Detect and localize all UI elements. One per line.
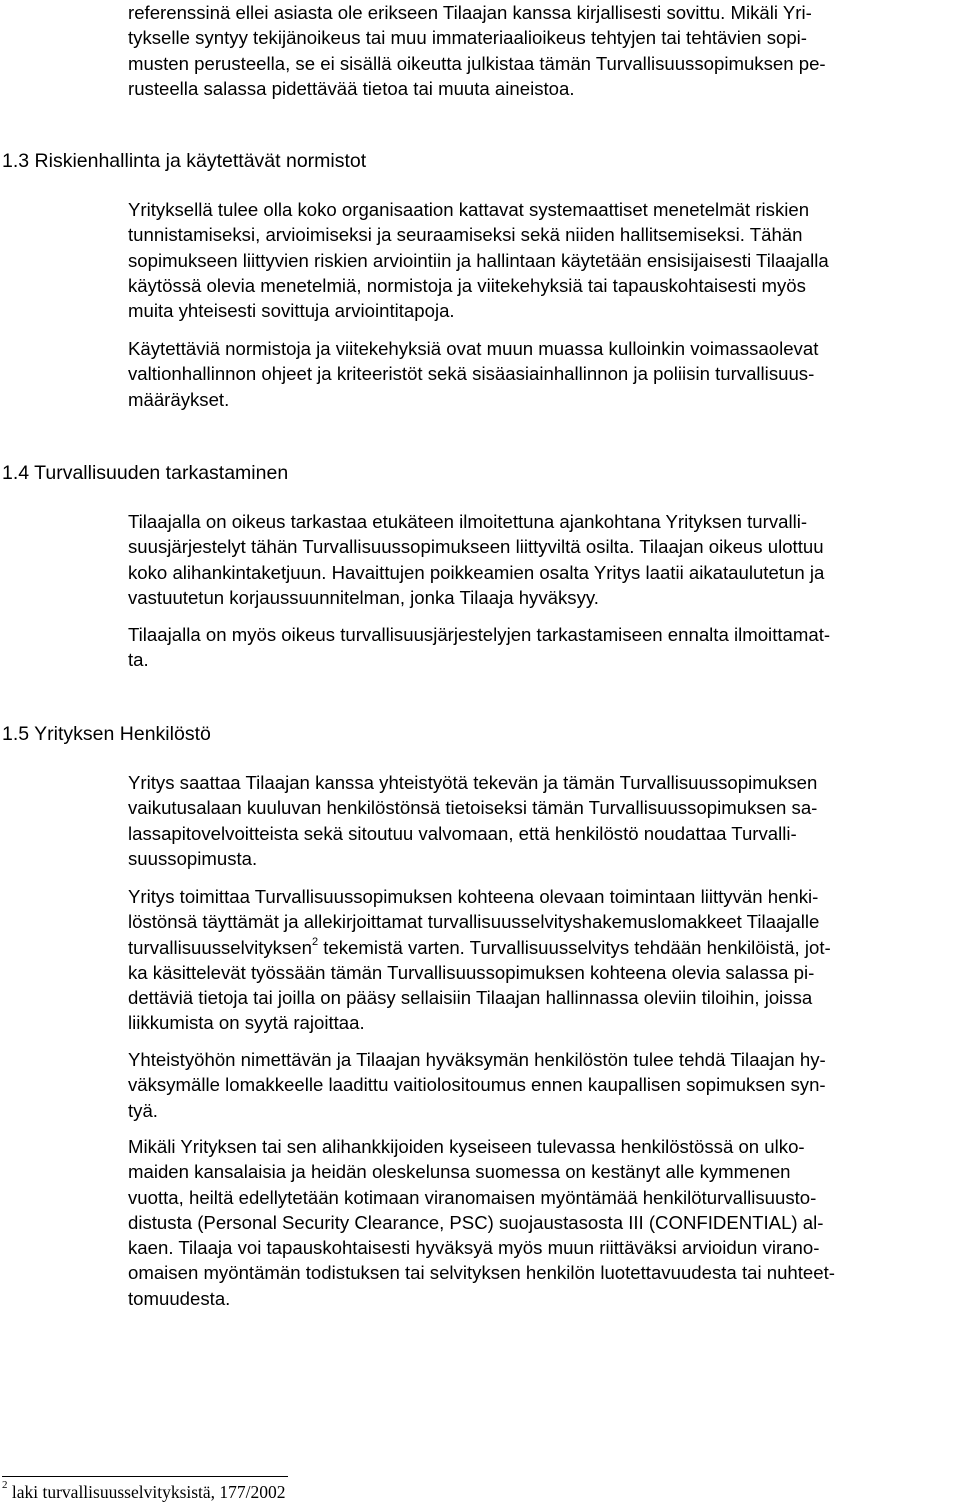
text-line: omaisen myöntämän todistuksen tai selvityksen henkilön luotettavuudesta tai nuhteet- — [128, 1262, 835, 1284]
text-line: vuotta, heiltä edellytetään kotimaan viranomaisen myöntämää henkilöturvallisuusto- — [128, 1186, 817, 1208]
text-line: ka käsittelevät työssään tämän Turvallisuussopimuksen kohteena olevia salassa pi- — [128, 961, 815, 983]
paragraph-1-5-d — [128, 1134, 960, 1311]
footnote-divider — [2, 1476, 288, 1477]
text-line: dettäviä tietoja tai joilla on pääsy sellaisiin Tilaajan hallinnassa oleviin tiloihin, joissa — [128, 987, 813, 1009]
text-line: muita yhteisesti sovittuja arviointitapoja. — [128, 300, 455, 322]
paragraph-intro-continued — [128, 0, 960, 101]
text-line: Tilaajalla on myös oikeus turvallisuusjärjestelyjen tarkastamiseen ennalta ilmoittamat- — [128, 624, 831, 645]
section-heading-1-4: 1.4 Turvallisuuden tarkastaminen — [2, 462, 289, 484]
text-line: vastuutetun korjaussuunnitelman, jonka Tilaaja hyväksyy. — [128, 586, 599, 608]
text-line: sopimukseen liittyvien riskien arviointiin ja hallintaan käytetään ensisijaisesti Tilaajalla — [128, 249, 829, 271]
text-line: maiden kansalaisia ja heidän oleskelunsa suomessa on kestänyt alle kymmenen — [128, 1161, 791, 1183]
text-line: tykselle syntyy tekijänoikeus tai muu immateriaalioikeus tehtyjen tai tehtävien sopi- — [128, 27, 807, 49]
text-line: Käytettäviä normistoja ja viitekehyksiä ovat muun muassa kulloinkin voimassaolevat — [128, 338, 819, 359]
text-line: Tilaajalla on oikeus tarkastaa etukäteen ilmoitettuna ajankohtana Yrityksen turvalli- — [128, 511, 808, 532]
text-line: valtionhallinnon ohjeet ja kriteeristöt sekä sisäasiainhallinnon ja poliisin turvallisuus- — [128, 363, 815, 385]
text-line: Yrityksellä tulee olla koko organisaation kattavat systemaattiset menetelmät riskien — [128, 199, 810, 220]
section-heading-1-5: 1.5 Yrityksen Henkilöstö — [2, 723, 211, 745]
paragraph-1-3-a — [128, 197, 960, 323]
paragraph-1-5-c — [128, 1047, 960, 1123]
text-line: suusjärjestelyt tähän Turvallisuussopimukseen liittyviltä osilta. Tilaajan oikeus ulottuu — [128, 536, 824, 558]
text-line: Yritys toimittaa Turvallisuussopimuksen kohteena olevaan toimintaan liittyvän henki- — [128, 886, 819, 907]
text-line: distusta (Personal Security Clearance, PSC) suojaustasosta III (CONFIDENTIAL) al- — [128, 1211, 824, 1233]
text-line: musten perusteella, se ei sisällä oikeutta julkistaa tämän Turvallisuussopimuksen pe- — [128, 52, 826, 74]
text-line: käytössä olevia menetelmiä, normistoja ja viitekehyksiä tai tapauskohtaisesti myös — [128, 274, 806, 296]
text-line: tomuudesta. — [128, 1287, 231, 1309]
text-line: vaikutusalaan kuuluvan henkilöstönsä tietoiseksi tämän Turvallisuussopimuksen sa- — [128, 797, 818, 819]
footnote-number: 2 — [2, 1479, 8, 1492]
text-line: määräykset. — [128, 388, 230, 410]
text-line: rusteella salassa pidettävää tietoa tai muuta aineistoa. — [128, 77, 575, 99]
text-line: löstönsä täyttämät ja allekirjoittamat turvallisuusselvityshakemuslomakkeet Tilaajalle — [128, 911, 820, 933]
text-line: tyä. — [128, 1099, 158, 1121]
text-line: Yhteistyöhön nimettävän ja Tilaajan hyväksymän henkilöstön tulee tehdä Tilaajan hy- — [128, 1049, 826, 1070]
section-heading-1-3: 1.3 Riskienhallinta ja käytettävät normistot — [2, 150, 367, 172]
text-line: liikkumista on syytä rajoittaa. — [128, 1012, 365, 1034]
paragraph-1-5-b — [128, 884, 960, 1036]
footnote-text: laki turvallisuusselvityksistä, 177/2002 — [7, 1482, 286, 1502]
text-line: suussopimusta. — [128, 847, 258, 869]
text-line: lassapitovelvoitteista sekä sitoutuu valvomaan, että henkilöstö noudattaa Turvalli- — [128, 822, 797, 844]
text-line: koko alihankintaketjuun. Havaittujen poikkeamien osalta Yritys laatii aikataulutetun ja — [128, 561, 825, 583]
text-line-with-footnote-ref — [128, 935, 960, 960]
text-line: väksymälle lomakkeelle laadittu vaitiolositoumus ennen kaupallisen sopimuksen syn- — [128, 1074, 826, 1096]
paragraph-1-3-b — [128, 336, 960, 412]
paragraph-1-4-b — [128, 622, 960, 673]
text-line: tunnistamiseksi, arvioimiseksi ja seuraamiseksi sekä niiden hallitsemiseksi. Tähän — [128, 224, 803, 246]
text-line: referenssinä ellei asiasta ole erikseen Tilaajan kanssa kirjallisesti sovittu. Mikäli Yri- — [128, 2, 812, 23]
paragraph-1-5-a — [128, 770, 960, 871]
paragraph-1-4-a — [128, 509, 960, 610]
footnote — [2, 1480, 286, 1504]
text-fragment: turvallisuusselvityksen — [128, 936, 312, 958]
text-line: kaen. Tilaaja voi tapauskohtaisesti hyväksyä myös muun riittäväksi arvioidun virano- — [128, 1237, 820, 1259]
text-line: Mikäli Yrityksen tai sen alihankkijoiden kyseiseen tulevassa henkilöstössä on ulko- — [128, 1136, 805, 1157]
footnote-reference[interactable]: 2 — [311, 936, 319, 949]
text-line: ta. — [128, 649, 149, 671]
text-fragment: tekemistä varten. Turvallisuusselvitys tehdään henkilöistä, jot- — [318, 936, 831, 958]
text-line: Yritys saattaa Tilaajan kanssa yhteistyötä tekevän ja tämän Turvallisuussopimuksen — [128, 772, 818, 793]
